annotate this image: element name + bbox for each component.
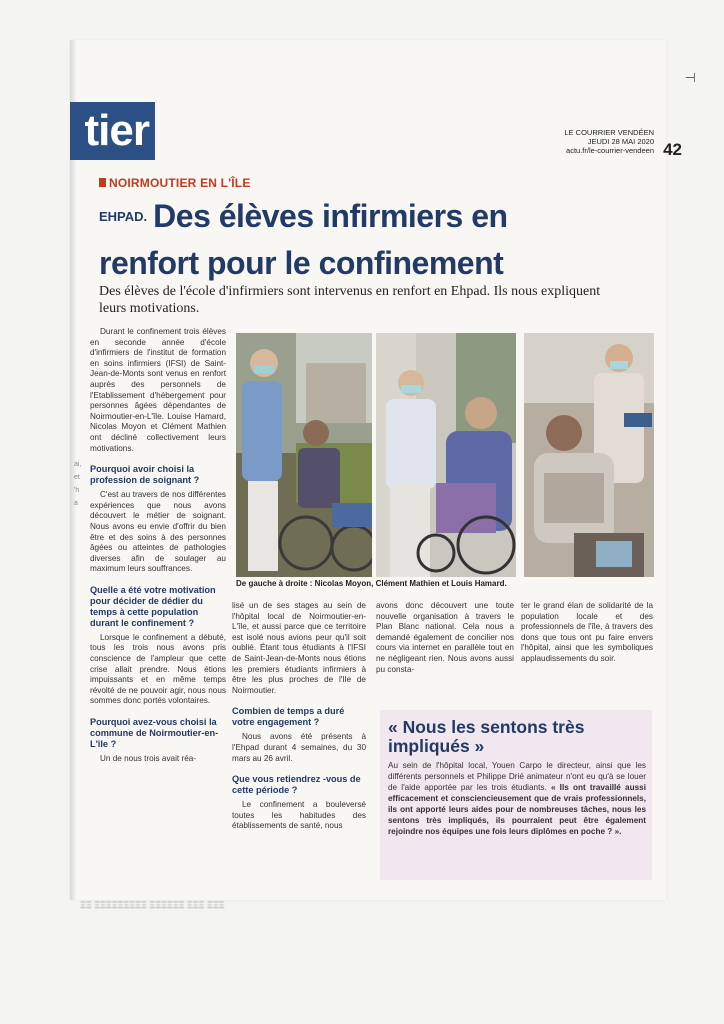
page-number: 42 — [663, 140, 682, 159]
kicker-square-icon — [99, 178, 106, 187]
answer-1: C'est au travers de nos différentes expériences que nous avons découvert le métier de soignant. Nous avons eu envie d'offrir du bien être et des soins à des personnes âgées ou atteintes de pathologies diverses afin de soulager au maximum leurs souffrances. — [90, 490, 226, 574]
headline-line1: Des élèves infirmiers en — [153, 198, 508, 234]
photo-louise — [524, 333, 654, 577]
section-tab: tier — [70, 102, 155, 160]
quote-text-plain: Au sein de l'hôpital local, Youen Carpo le directeur, ainsi que les différents personnels et Philippe Drié animateur n'ont eu qu'à se louer de l'aide apportée par les trois étudiants. — [388, 761, 646, 792]
question-5: Que vous retiendrez -vous de cette période ? — [232, 774, 361, 796]
quote-title: « Nous les sentons très impliqués » — [388, 717, 585, 756]
quote-text — [388, 760, 646, 837]
quote-text-bold: « Ils ont travaillé aussi efficacement et consciencieusement que de vrais professionnels, ils ont apporté leurs aides pour de nombreuses tâches, nous les sentons très impliqués, ils pourraient peut être également rejoindre nos équipes une fois leurs diplômes en poche ? ». — [388, 783, 646, 836]
headline-line2: renfort pour le confinement — [99, 245, 504, 281]
question-4: Combien de temps a duré votre engagement ? — [232, 706, 345, 728]
location-kicker — [99, 176, 251, 190]
answer-5: Le confinement a bouleversé toutes les habitudes des établissements de santé, nous — [232, 800, 366, 831]
column-4 — [521, 601, 653, 667]
kicker-text: NOIRMOUTIER EN L'ÎLE — [109, 176, 251, 190]
photo-nicolas — [236, 333, 372, 577]
headline-label: EHPAD. — [99, 209, 148, 224]
column-3-text: avons donc découvert une toute nouvelle organisation à travers le Plan Blanc national. Cela nous a demandé également de concilier nos cours via internet en parallèle tout en ne négligeant rien. Nous avons aussi pu consta- — [376, 601, 514, 674]
bleed-line: et — [74, 474, 80, 481]
bleed-line: ai, — [74, 461, 82, 468]
quote-box — [380, 710, 652, 880]
masthead-url: actu.fr/le-courrier-vendeen — [566, 146, 654, 155]
photo-3-image — [524, 333, 654, 577]
photo-caption: De gauche à droite : Nicolas Moyon, Clément Mathien et Louis Hamard. — [236, 579, 507, 588]
standfirst: Des élèves de l'école d'infirmiers sont intervenus en renfort en Ehpad. Ils nous expliquent leurs motivations. — [99, 284, 601, 316]
column-1 — [90, 327, 226, 767]
column-4-text: ter le grand élan de solidarité de la population locale et des professionnels de l'île, à travers des dons que tous ont pu faire envers l'hôpital, ainsi que les symboliques applaudissements du soir. — [521, 601, 653, 663]
masthead-date: JEUDI 28 MAI 2020 — [587, 137, 654, 146]
photo-clement — [376, 333, 516, 577]
answer-4: Nous avons été présents à l'Ehpad durant 4 semaines, du 30 mars au 26 avril. — [232, 732, 366, 763]
photo-strip — [236, 333, 654, 577]
headline — [99, 196, 639, 290]
margin-mark: ⊣ — [684, 70, 696, 85]
answer-3: Un de nous trois avait réa- — [100, 754, 197, 764]
bleed-text — [74, 458, 81, 510]
photo-1-image — [236, 333, 372, 577]
answer-2: Lorsque le confinement a débuté, tous les trois nous avons pris conscience de l'ampleur que cette crise allait prendre. Nous étions impuissants et en même temps révolté de ne pouvoir agir, nous nous sommes donc portés volontaires. — [90, 632, 226, 706]
column-2 — [232, 601, 366, 834]
intro-paragraph: Durant le confinement trois élèves en seconde année d'école d'infirmiers de l'institut de formation en soins infirmiers (IFSI) de Saint-Jean-de-Monts sont venus en renfort auprès des personnels de l'Etablissement d'hébergement pour personnes âgées dépendantes de Noirmoutier-en-L'île. Louise Hamard, Nicolas Moyon et Clément Mathien ont décliné collectivement leurs motivations. — [90, 327, 226, 453]
masthead — [564, 128, 682, 159]
column-3 — [376, 601, 514, 677]
question-3: Pourquoi avez-vous choisi la commune de Noirmoutier-en-L'île ? — [90, 717, 219, 750]
bleed-line: a — [74, 500, 78, 507]
bleed-line: 'h — [74, 487, 80, 494]
question-2: Quelle a été votre motivation pour décider de dédier du temps à cette population durant le confinement ? — [90, 584, 216, 628]
answer-3-continued: lisé un de ses stages au sein de l'hôpital local de Noirmoutier-en-L'île, et aussi parce que ce territoire est isolé nous avions peur qu'il soit oublié. Étant tous étudiants à l'IFSI de Saint-Jean-de-Monts nous étions les premiers étudiants infirmiers à être les plus proches de l'Ile de Noirmoutier. — [232, 601, 366, 695]
footer-blurred-text: ΞΞ ΞΞΞΞΞΞΞΞΞ ΞΞΞΞΞΞ ΞΞΞ ΞΞΞ — [80, 900, 225, 910]
question-1: Pourquoi avoir choisi la profession de soignant ? — [90, 464, 200, 486]
masthead-paper: LE COURRIER VENDÉEN — [564, 128, 654, 137]
photo-2-image — [376, 333, 516, 577]
